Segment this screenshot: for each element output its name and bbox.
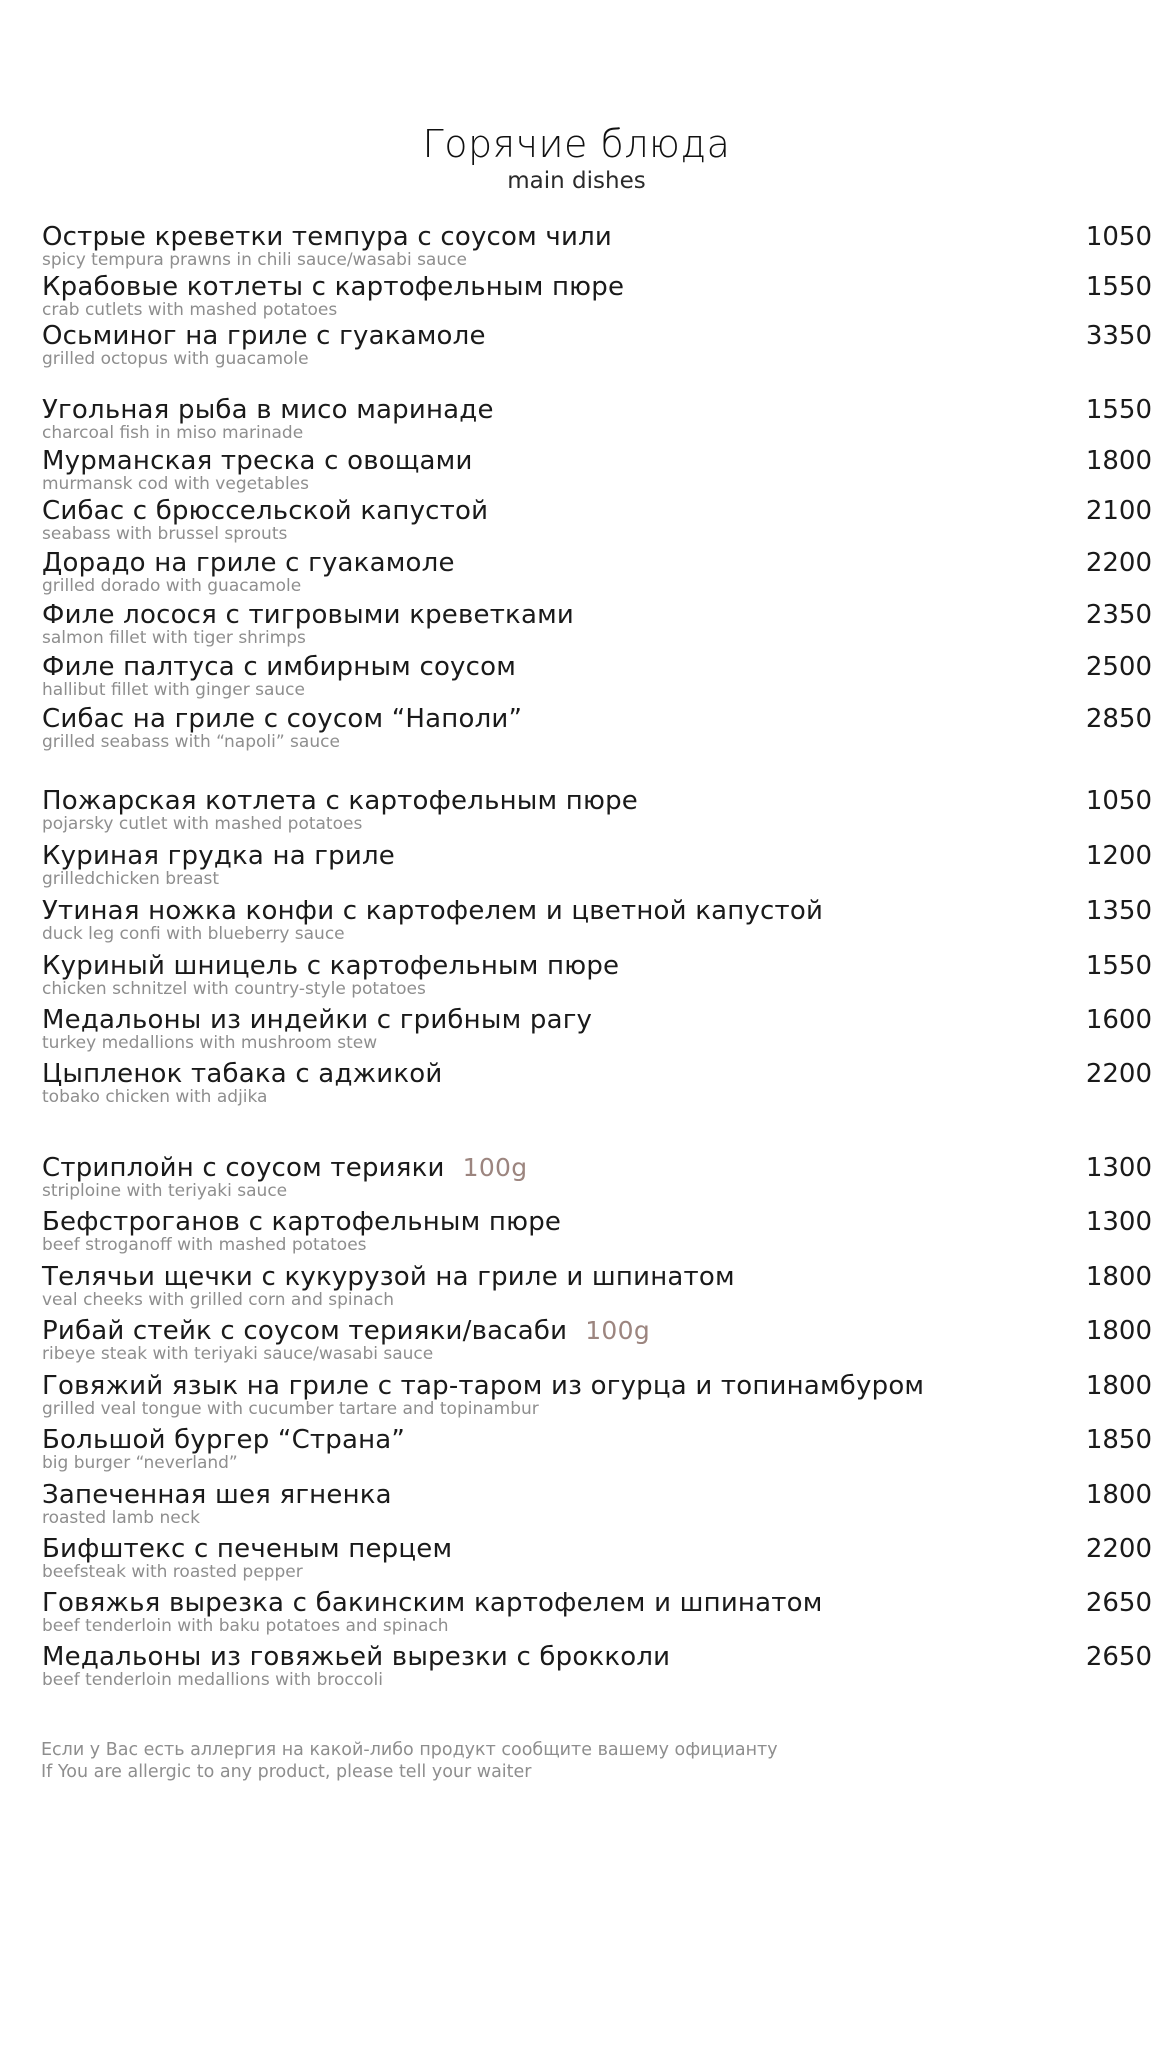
- dish-name-ru: [42, 321, 486, 351]
- dish-name-en: salmon fillet with tiger shrimps: [42, 628, 306, 648]
- dish-price: 1800: [1085, 446, 1152, 476]
- menu-item: [42, 600, 1152, 650]
- dish-price: 1800: [1085, 1262, 1152, 1292]
- dish-name-ru-text: Стриплойн с соусом терияки: [42, 1153, 445, 1183]
- menu-item: [42, 395, 1152, 445]
- dish-name-en: charcoal fish in miso marinade: [42, 423, 304, 443]
- dish-name-ru-text: Угольная рыба в мисо маринаде: [42, 395, 494, 425]
- dish-name-ru-text: Медальоны из говяжьей вырезки с брокколи: [42, 1642, 671, 1672]
- dish-name-en: pojarsky cutlet with mashed potatoes: [42, 814, 363, 834]
- dish-price: 1850: [1085, 1425, 1152, 1455]
- dish-name-en: striploine with teriyaki sauce: [42, 1181, 288, 1201]
- menu-item: [42, 1262, 1152, 1312]
- dish-name-ru: [42, 1425, 405, 1455]
- dish-name-ru: [42, 1153, 527, 1183]
- menu-item: [42, 841, 1152, 891]
- dish-price: 3350: [1085, 321, 1152, 351]
- dish-name-en: turkey medallions with mushroom stew: [42, 1033, 378, 1053]
- dish-price: 1300: [1085, 1207, 1152, 1237]
- dish-name-ru-text: Большой бургер “Страна”: [42, 1425, 406, 1455]
- dish-name-ru: [42, 1262, 735, 1292]
- dish-weight: 100g: [462, 1153, 528, 1182]
- dish-name-ru: [42, 1316, 650, 1346]
- dish-name-en: spicy tempura prawns in chili sauce/wasabi sauce: [42, 250, 467, 270]
- dish-name-en: grilled octopus with guacamole: [42, 349, 309, 369]
- dish-price: 1550: [1085, 272, 1152, 302]
- dish-price: 2650: [1085, 1588, 1152, 1618]
- allergy-note-en: If You are allergic to any product, please tell your waiter: [41, 1762, 532, 1782]
- dish-name-ru: [42, 395, 494, 425]
- dish-name-ru: [42, 652, 516, 682]
- dish-price: 1200: [1085, 841, 1152, 871]
- dish-price: 2650: [1085, 1642, 1152, 1672]
- dish-name-ru-text: Крабовые котлеты с картофельным пюре: [42, 272, 625, 302]
- menu-item: [42, 704, 1152, 754]
- dish-name-ru: [42, 272, 624, 302]
- dish-price: 1600: [1085, 1005, 1152, 1035]
- menu-item: [42, 1425, 1152, 1475]
- dish-name-en: tobako chicken with adjika: [42, 1087, 268, 1107]
- dish-price: 2350: [1085, 600, 1152, 630]
- page-subtitle: main dishes: [507, 168, 646, 194]
- dish-name-en: veal cheeks with grilled corn and spinach: [42, 1290, 394, 1310]
- dish-name-en: beef tenderloin medallions with broccoli: [42, 1670, 383, 1690]
- dish-name-ru: [42, 1059, 442, 1089]
- dish-price: 2200: [1085, 1059, 1152, 1089]
- dish-price: 1550: [1085, 395, 1152, 425]
- dish-name-en: grilled dorado with guacamole: [42, 576, 302, 596]
- dish-name-en: roasted lamb neck: [42, 1508, 200, 1528]
- dish-name-en: grilledchicken breast: [42, 869, 220, 889]
- menu-item: [42, 652, 1152, 702]
- dish-price: 1050: [1085, 786, 1152, 816]
- dish-name-ru-text: Рибай стейк с соусом терияки/васаби: [42, 1316, 568, 1346]
- menu-item: [42, 951, 1152, 1001]
- menu-item: [42, 1534, 1152, 1584]
- dish-name-en: grilled veal tongue with cucumber tartare and topinambur: [42, 1399, 539, 1419]
- menu-item: [42, 272, 1152, 322]
- dish-name-ru: [42, 786, 638, 816]
- dish-name-en: grilled seabass with “napoli” sauce: [42, 732, 340, 752]
- dish-price: 2500: [1085, 652, 1152, 682]
- dish-name-en: seabass with brussel sprouts: [42, 524, 288, 544]
- menu-item: [42, 1588, 1152, 1638]
- dish-name-en: murmansk cod with vegetables: [42, 474, 309, 494]
- dish-name-ru: [42, 951, 619, 981]
- menu-item: [42, 496, 1152, 546]
- dish-price: 1800: [1085, 1371, 1152, 1401]
- menu-item: [42, 446, 1152, 496]
- dish-price: 2200: [1085, 548, 1152, 578]
- dish-weight: 100g: [585, 1316, 650, 1345]
- dish-name-ru: [42, 1005, 592, 1035]
- dish-name-en: beefsteak with roasted pepper: [42, 1562, 303, 1582]
- dish-name-ru-text: Пожарская котлета с картофельным пюре: [42, 786, 638, 816]
- dish-name-ru-text: Филе палтуса с имбирным соусом: [42, 652, 517, 682]
- dish-price: 1800: [1085, 1480, 1152, 1510]
- page-title: Горячие блюда: [422, 122, 731, 166]
- menu-item: [42, 786, 1152, 836]
- dish-name-ru-text: Мурманская треска с овощами: [42, 446, 473, 476]
- dish-name-ru: [42, 1371, 924, 1401]
- menu-item: [42, 896, 1152, 946]
- dish-name-ru-text: Говяжья вырезка с бакинским картофелем и шпинатом: [42, 1588, 823, 1618]
- menu-item: [42, 321, 1152, 371]
- dish-name-ru-text: Телячьи щечки с кукурузой на гриле и шпинатом: [42, 1262, 735, 1292]
- menu-item: [42, 1480, 1152, 1530]
- dish-name-en: hallibut fillet with ginger sauce: [42, 680, 305, 700]
- dish-name-ru: [42, 222, 612, 252]
- menu-item: [42, 1371, 1152, 1421]
- dish-name-en: chicken schnitzel with country-style potatoes: [42, 979, 426, 999]
- dish-name-ru: [42, 1207, 561, 1237]
- dish-name-ru-text: Сибас с брюссельской капустой: [42, 496, 489, 526]
- dish-name-ru: [42, 496, 488, 526]
- dish-name-ru: [42, 896, 823, 926]
- dish-name-en: ribeye steak with teriyaki sauce/wasabi sauce: [42, 1344, 434, 1364]
- dish-name-ru-text: Куриный шницель с картофельным пюре: [42, 951, 620, 981]
- menu-item: [42, 1153, 1152, 1203]
- dish-price: 1300: [1085, 1153, 1152, 1183]
- menu-item: [42, 548, 1152, 598]
- dish-name-en: beef tenderloin with baku potatoes and spinach: [42, 1616, 449, 1636]
- dish-name-ru-text: Запеченная шея ягненка: [42, 1480, 392, 1510]
- dish-name-ru: [42, 1480, 392, 1510]
- dish-name-ru: [42, 1588, 823, 1618]
- menu-item: [42, 222, 1152, 272]
- dish-name-ru-text: Острые креветки темпура с соусом чили: [42, 222, 612, 252]
- menu-item: [42, 1005, 1152, 1055]
- dish-price: 1550: [1085, 951, 1152, 981]
- dish-name-ru: [42, 600, 574, 630]
- allergy-note-ru: Если у Вас есть аллергия на какой-либо продукт сообщите вашему официанту: [41, 1740, 778, 1760]
- menu-item: [42, 1642, 1152, 1692]
- dish-name-ru-text: Куриная грудка на гриле: [42, 841, 395, 871]
- dish-name-en: big burger “neverland”: [42, 1453, 238, 1473]
- dish-name-ru-text: Бефстроганов с картофельным пюре: [42, 1207, 562, 1237]
- dish-price: 2100: [1085, 496, 1152, 526]
- dish-name-ru-text: Дорадо на гриле с гуакамоле: [42, 548, 455, 578]
- dish-name-ru: [42, 1534, 452, 1564]
- menu-item: [42, 1207, 1152, 1257]
- menu-item: [42, 1316, 1152, 1366]
- dish-name-ru-text: Филе лосося с тигровыми креветками: [42, 600, 575, 630]
- dish-name-ru-text: Осьминог на гриле с гуакамоле: [42, 321, 486, 351]
- dish-name-en: beef stroganoff with mashed potatoes: [42, 1235, 367, 1255]
- dish-name-ru-text: Медальоны из индейки с грибным рагу: [42, 1005, 593, 1035]
- dish-name-ru-text: Сибас на гриле с соусом “Наполи”: [42, 704, 523, 734]
- dish-price: 1050: [1085, 222, 1152, 252]
- dish-price: 1350: [1085, 896, 1152, 926]
- dish-name-ru-text: Бифштекс с печеным перцем: [42, 1534, 453, 1564]
- dish-name-ru: [42, 446, 473, 476]
- dish-name-ru-text: Утиная ножка конфи с картофелем и цветной капустой: [42, 896, 824, 926]
- dish-price: 1800: [1085, 1316, 1152, 1346]
- dish-name-ru: [42, 704, 522, 734]
- dish-name-ru-text: Говяжий язык на гриле с тар-таром из огурца и топинамбуром: [42, 1371, 925, 1401]
- dish-price: 2850: [1085, 704, 1152, 734]
- dish-name-ru: [42, 841, 395, 871]
- menu-item: [42, 1059, 1152, 1109]
- dish-name-en: duck leg confi with blueberry sauce: [42, 924, 345, 944]
- dish-price: 2200: [1085, 1534, 1152, 1564]
- dish-name-en: crab cutlets with mashed potatoes: [42, 300, 338, 320]
- dish-name-ru-text: Цыпленок табака с аджикой: [42, 1059, 443, 1089]
- dish-name-ru: [42, 548, 455, 578]
- dish-name-ru: [42, 1642, 670, 1672]
